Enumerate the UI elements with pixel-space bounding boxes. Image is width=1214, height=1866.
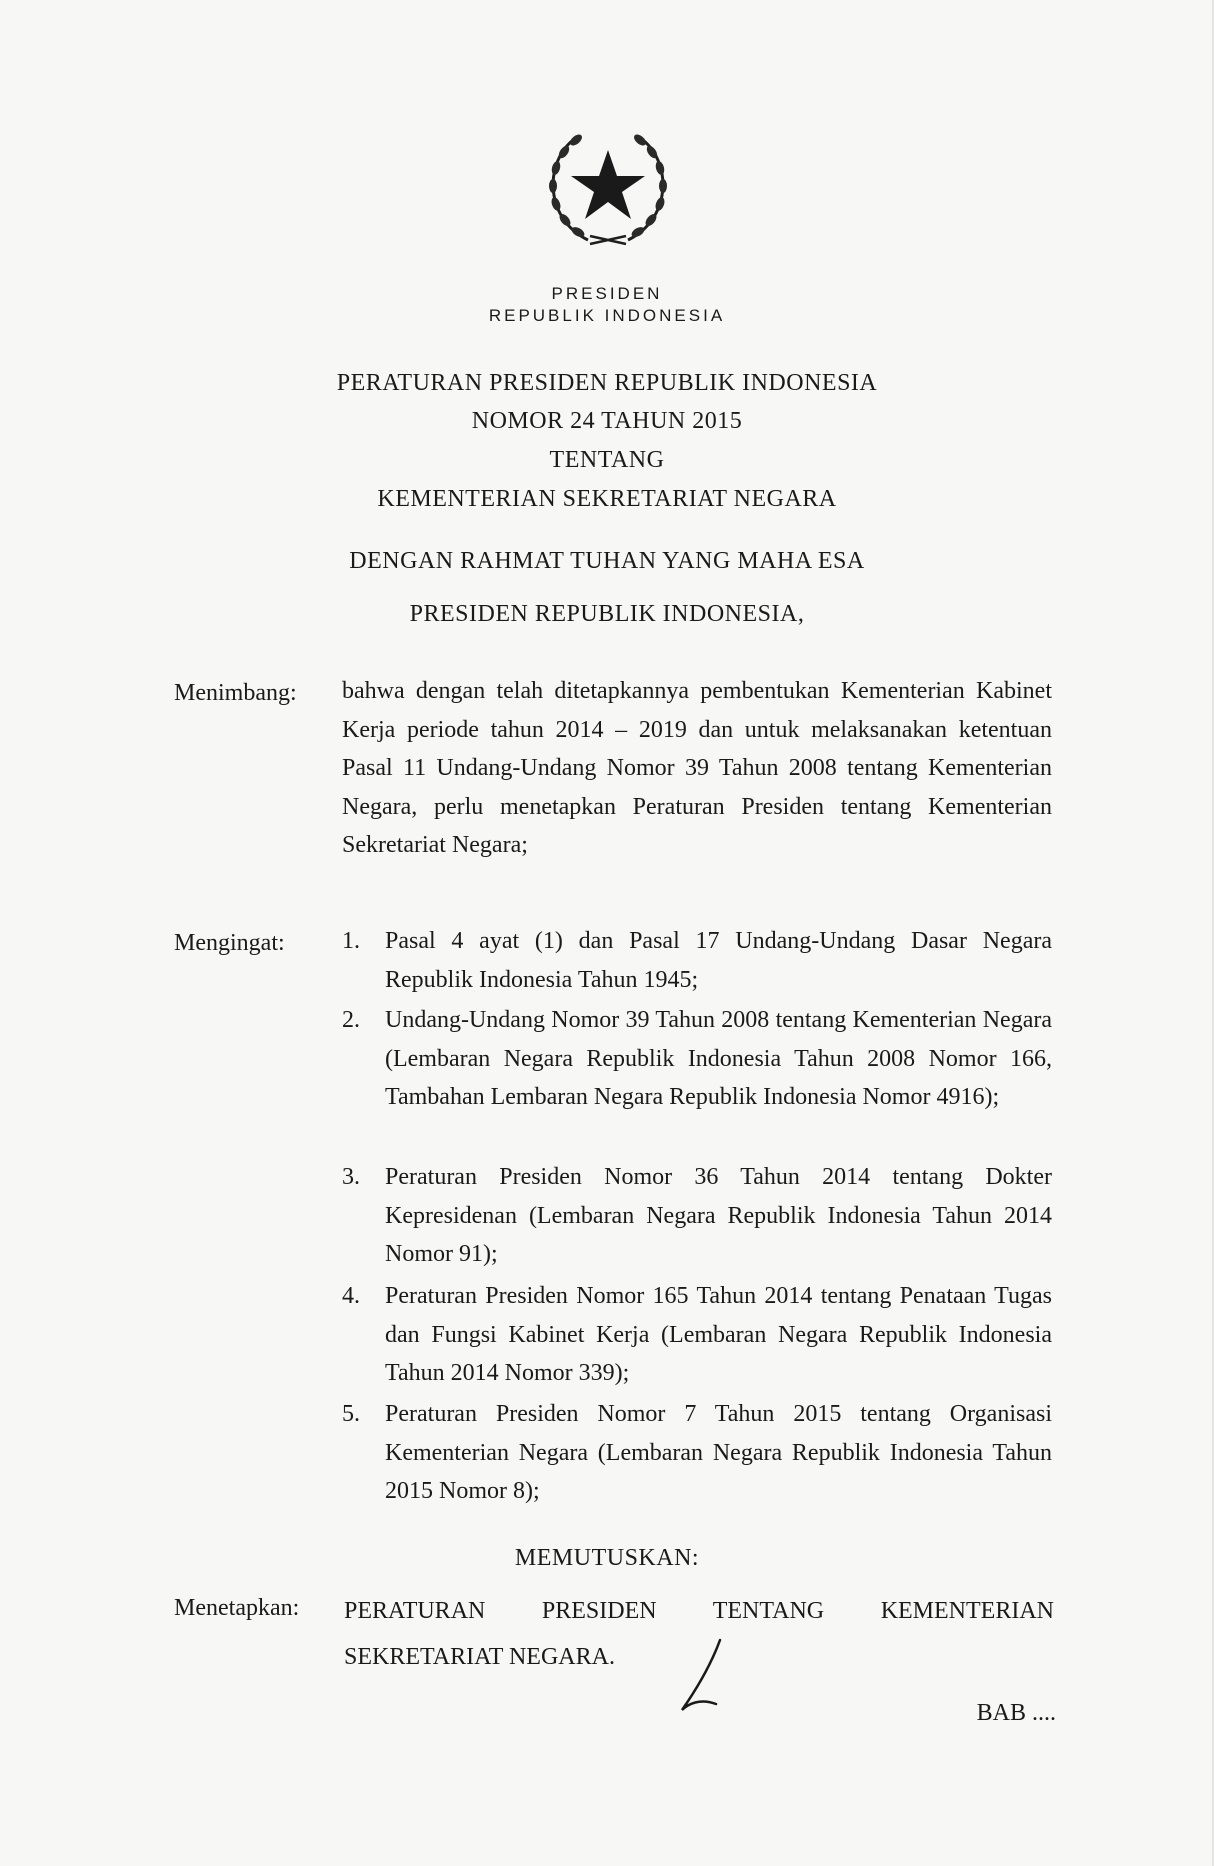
mengingat-item-5 [342, 1395, 1052, 1511]
item-number: 4. [342, 1283, 360, 1309]
regulation-number: NOMOR 24 TAHUN 2015 [471, 408, 743, 434]
preamble-president: PRESIDEN REPUBLIK INDONESIA, [409, 601, 805, 627]
institution-line-2: REPUBLIK INDONESIA [488, 306, 726, 325]
presidential-star-emblem-icon [528, 110, 688, 260]
item-number: 2. [342, 1007, 360, 1033]
regulation-subject: KEMENTERIAN SEKRETARIAT NEGARA [377, 486, 837, 512]
regulation-tentang: TENTANG [549, 447, 665, 473]
preamble-invocation: DENGAN RAHMAT TUHAN YANG MAHA ESA [349, 548, 865, 574]
menetapkan-label: Menetapkan: [174, 1595, 300, 1621]
handwritten-initial-icon [660, 1632, 740, 1722]
item-text: Pasal 4 ayat (1) dan Pasal 17 Undang-Undang Dasar Negara Republik Indonesia Tahun 1945; [385, 928, 1052, 993]
mengingat-item-2 [342, 1001, 1052, 1117]
item-number: 3. [342, 1164, 360, 1190]
regulation-title: PERATURAN PRESIDEN REPUBLIK INDONESIA [336, 370, 878, 396]
continuation-marker: BAB .... [976, 1700, 1056, 1726]
mengingat-item-4 [342, 1277, 1052, 1393]
item-number: 5. [342, 1401, 360, 1427]
item-text: Peraturan Presiden Nomor 36 Tahun 2014 tentang Dokter Kepresidenan (Lembaran Negara Republik Indonesia Tahun 2014 Nomor 91); [385, 1164, 1052, 1267]
institution-line-1: PRESIDEN [551, 284, 663, 303]
mengingat-item-1 [342, 922, 1052, 999]
item-text: Undang-Undang Nomor 39 Tahun 2008 tentang Kementerian Negara (Lembaran Negara Republik Indonesia Tahun 2008 Nomor 166, Tambahan Lembaran Negara Republik Indonesia Nomor 4916); [385, 1007, 1052, 1110]
item-number: 1. [342, 928, 360, 954]
memutuskan-heading: MEMUTUSKAN: [514, 1545, 700, 1571]
item-text: Peraturan Presiden Nomor 7 Tahun 2015 tentang Organisasi Kementerian Negara (Lembaran Negara Republik Indonesia Tahun 2015 Nomor 8); [385, 1401, 1052, 1504]
menimbang-text: bahwa dengan telah ditetapkannya pembentukan Kementerian Kabinet Kerja periode tahun 2014 – 2019 dan untuk melaksanakan ketentuan Pasal 11 Undang-Undang Nomor 39 Tahun 2008 tentang Kementerian Negara, perlu menetapkan Peraturan Presiden tentang Kementerian Sekretariat Negara; [342, 678, 1052, 858]
mengingat-label: Mengingat: [174, 930, 285, 956]
item-text: Peraturan Presiden Nomor 165 Tahun 2014 tentang Penataan Tugas dan Fungsi Kabinet Kerja (Lembaran Negara Republik Indonesia Tahun 2014 Nomor 339); [385, 1283, 1052, 1386]
menetapkan-text: PERATURAN PRESIDEN TENTANG KEMENTERIAN SEKRETARIAT NEGARA. [344, 1598, 1054, 1670]
mengingat-item-3 [342, 1158, 1052, 1274]
menimbang-label: Menimbang: [174, 680, 297, 706]
